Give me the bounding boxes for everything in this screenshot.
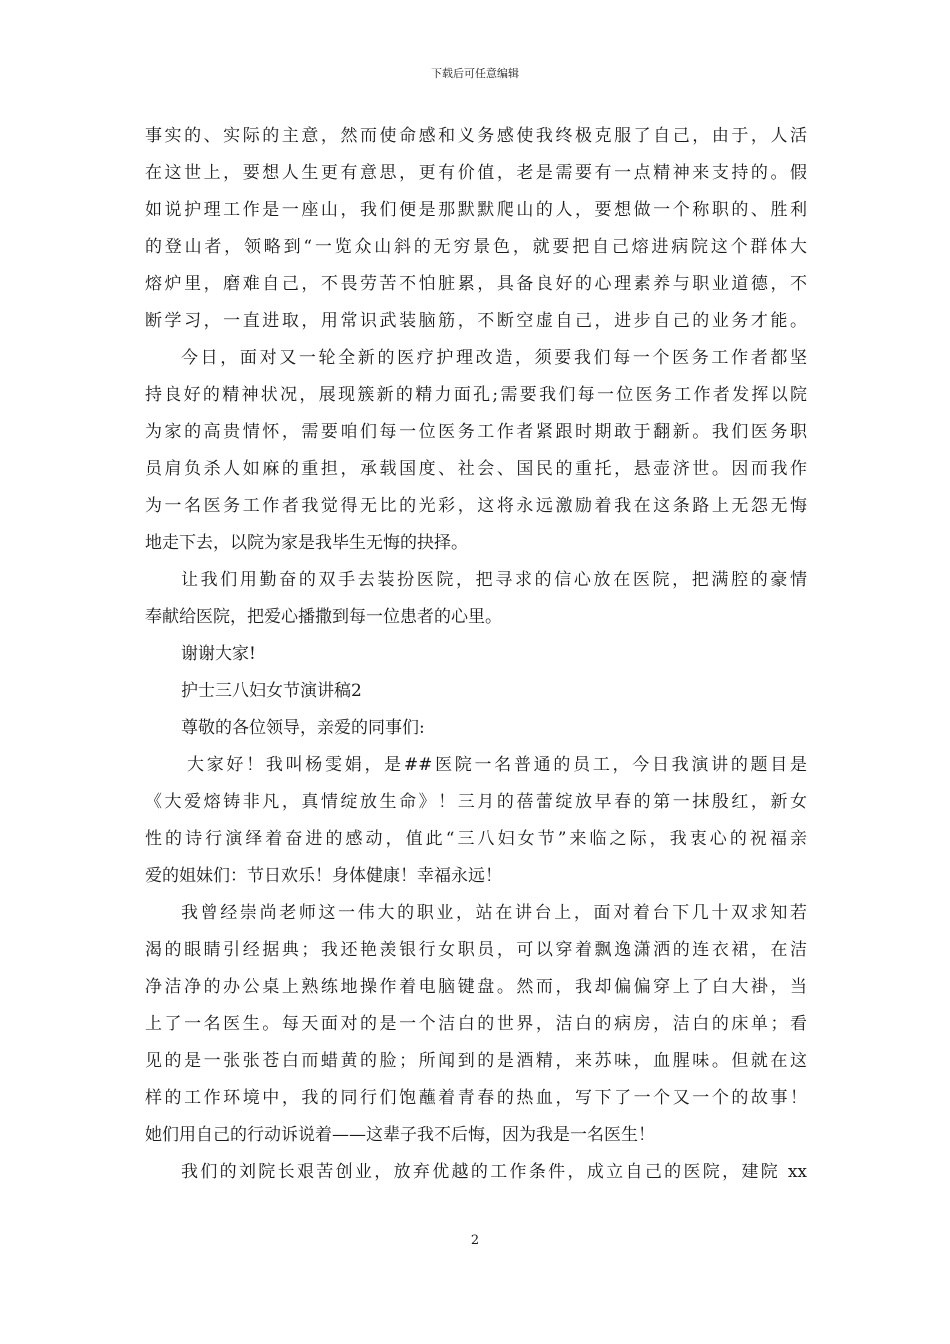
text-line: 持良好的精神状况，展现簇新的精力面孔;需要我们每一位医务工作者发挥以院 [145,385,807,405]
text-line: 谢谢大家! [181,644,256,664]
text-line: 大家好！我叫杨雯娟，是##医院一名普通的员工，今日我演讲的题目是 [187,755,807,775]
section-title: 护士三八妇女节演讲稿2 [181,681,362,701]
page-number: 2 [470,1233,480,1248]
text-line: 事实的、实际的主意，然而使命感和义务感使我终极克服了自己，由于，人活 [145,126,807,146]
text-line: 奉献给医院，把爱心播撒到每一位患者的心里。 [145,607,502,627]
page-header: 下载后可任意编辑 [431,67,519,80]
text-line: 断学习，一直进取，用常识武装脑筋，不断空虚自己，进步自己的业务才能。 [145,311,807,331]
text-line: 我曾经崇尚老师这一伟大的职业，站在讲台上，面对着台下几十双求知若 [181,903,807,923]
text-line: 样的工作环境中，我的同行们饱蘸着青春的热血，写下了一个又一个的故事！ [145,1088,807,1108]
text-line: 净洁净的办公桌上熟练地操作着电脑键盘。然而，我却偏偏穿上了白大褂，当 [145,977,807,997]
text-line: 《大爱熔铸非凡，真情绽放生命》！三月的蓓蕾绽放早春的第一抹殷红，新女 [145,792,807,812]
text-line: 如说护理工作是一座山，我们便是那默默爬山的人，要想做一个称职的、胜利 [145,200,807,220]
text-line: 见的是一张张苍白而蜡黄的脸；所闻到的是酒精，来苏味，血腥味。但就在这 [145,1051,807,1071]
text-line: 我们的刘院长艰苦创业，放弃优越的工作条件，成立自己的医院，建院 xx [181,1162,807,1182]
text-line: 的登山者，领略到“一览众山斜的无穷景色，就要把自己熔进病院这个群体大 [145,237,807,257]
text-line: 今日，面对又一轮全新的医疗护理改造，须要我们每一个医务工作者都坚 [181,348,807,368]
text-line: 在这世上，要想人生更有意思，更有价值，老是需要有一点精神来支持的。假 [145,163,807,183]
text-line: 渴的眼睛引经据典；我还艳羡银行女职员，可以穿着飘逸潇洒的连衣裙，在洁 [145,940,807,960]
text-line: 员肩负杀人如麻的重担，承载国度、社会、国民的重托，悬壶济世。因而我作 [145,459,807,479]
text-line: 爱的姐妹们：节日欢乐！身体健康！幸福永远！ [145,866,502,886]
salutation: 尊敬的各位领导，亲爱的同事们: [181,718,425,738]
text-line: 熔炉里，磨难自己，不畏劳苦不怕脏累，具备良好的心理素养与职业道德，不 [145,274,807,294]
text-line: 性的诗行演绎着奋进的感动，值此“三八妇女节”来临之际，我衷心的祝福亲 [145,829,807,849]
document-body [145,118,807,1191]
text-line: 为一名医务工作者我觉得无比的光彩，这将永远激励着我在这条路上无怨无悔 [145,496,807,516]
text-line: 地走下去，以院为家是我毕生无悔的抉择。 [145,533,468,553]
text-line: 上了一名医生。每天面对的是一个洁白的世界，洁白的病房，洁白的床单；看 [145,1014,807,1034]
text-line: 她们用自己的行动诉说着——这辈子我不后悔，因为我是一名医生！ [145,1125,655,1145]
text-line: 为家的高贵情怀，需要咱们每一位医务工作者紧跟时期敢于翻新。我们医务职 [145,422,807,442]
text-line: 让我们用勤奋的双手去装扮医院，把寻求的信心放在医院，把满腔的豪情 [181,570,807,590]
